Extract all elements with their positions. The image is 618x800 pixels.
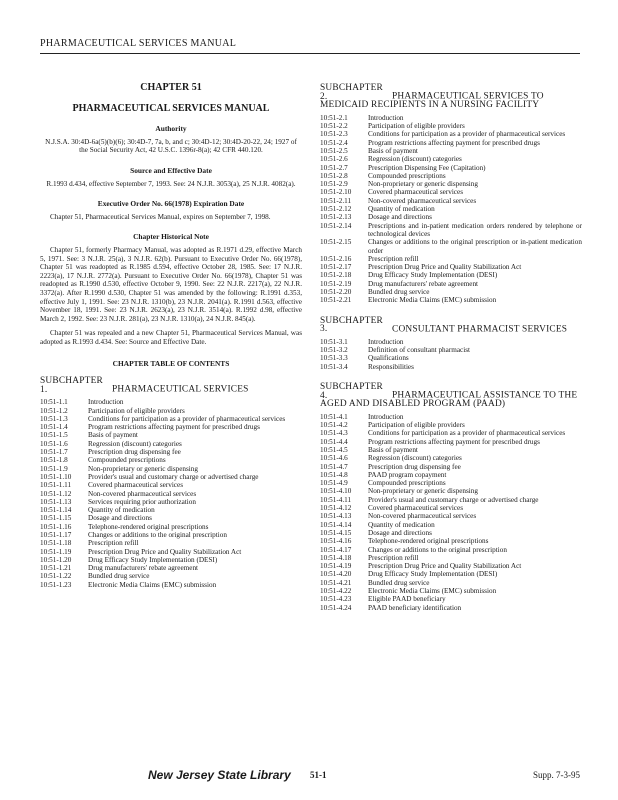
section-number: 10:51-1.12 bbox=[40, 489, 72, 498]
section-title: Prescription refill bbox=[88, 539, 139, 548]
toc-row bbox=[320, 454, 582, 462]
section-number: 10:51-2.10 bbox=[320, 188, 352, 197]
section-number: 10:51-2.3 bbox=[320, 130, 348, 139]
authority-heading: Authority bbox=[155, 124, 187, 134]
toc-row bbox=[320, 363, 582, 371]
toc-row bbox=[320, 164, 582, 172]
historical-note-paragraph: Chapter 51 was repealed and a new Chapter 51, Pharmaceutical Services Manual, was adopted as R.1993 d.434. See: Source and Effective Date. bbox=[40, 329, 302, 346]
toc-row bbox=[320, 238, 582, 255]
section-number: 10:51-2.14 bbox=[320, 221, 352, 230]
section-title: Participation of eligible providers bbox=[368, 421, 465, 430]
section-title: Provider's usual and customary charge or advertised charge bbox=[368, 495, 539, 504]
section-number: 10:51-2.2 bbox=[320, 122, 348, 131]
toc-row bbox=[320, 579, 582, 587]
section-title: Program restrictions affecting payment for prescribed drugs bbox=[88, 423, 260, 432]
section-number: 10:51-1.8 bbox=[40, 456, 68, 465]
section-title: Covered pharmaceutical services bbox=[368, 504, 463, 513]
executive-order-text: Chapter 51, Pharmaceutical Services Manual, expires on September 7, 1998. bbox=[50, 212, 271, 221]
toc-table bbox=[320, 413, 582, 612]
toc-row bbox=[320, 512, 582, 520]
section-number: 10:51-1.7 bbox=[40, 448, 68, 457]
subchapter-heading bbox=[320, 317, 582, 334]
section-title: Definition of consultant pharmacist bbox=[368, 346, 470, 355]
section-title: Conditions for participation as a provider of pharmaceutical services bbox=[88, 414, 286, 423]
section-title: Regression (discount) categories bbox=[88, 439, 182, 448]
section-number: 10:51-4.4 bbox=[320, 437, 348, 446]
section-number: 10:51-2.8 bbox=[320, 171, 348, 180]
page-number: 51-1 bbox=[310, 770, 327, 780]
section-number: 10:51-2.19 bbox=[320, 279, 352, 288]
toc-row bbox=[40, 407, 302, 415]
toc-row bbox=[320, 446, 582, 454]
running-header: PHARMACEUTICAL SERVICES MANUAL bbox=[40, 38, 237, 49]
toc-row bbox=[320, 463, 582, 471]
section-title: Qualifications bbox=[368, 354, 409, 363]
section-title: Drug manufacturers' rebate agreement bbox=[88, 564, 199, 573]
section-title: PAAD program copayment bbox=[368, 470, 447, 479]
section-title: Non-covered pharmaceutical services bbox=[88, 489, 197, 498]
subchapter-heading bbox=[40, 377, 302, 394]
section-title: Covered pharmaceutical services bbox=[368, 188, 463, 197]
toc-row bbox=[320, 263, 582, 271]
executive-order-heading: Executive Order No. 66(1978) Expiration Date bbox=[97, 199, 245, 209]
section-title: Basis of payment bbox=[368, 146, 418, 155]
source-heading: Source and Effective Date bbox=[130, 165, 212, 175]
toc-row bbox=[320, 354, 582, 362]
toc-row bbox=[40, 506, 302, 514]
section-title: Basis of payment bbox=[88, 431, 138, 440]
section-number: 10:51-4.20 bbox=[320, 570, 352, 579]
section-title: Dosage and directions bbox=[88, 514, 152, 523]
section-number: 10:51-2.17 bbox=[320, 263, 352, 272]
section-number: 10:51-1.10 bbox=[40, 472, 72, 481]
section-title: Covered pharmaceutical services bbox=[88, 481, 183, 490]
section-number: 10:51-2.5 bbox=[320, 146, 348, 155]
section-number: 10:51-1.19 bbox=[40, 547, 72, 556]
section-number: 10:51-4.11 bbox=[320, 495, 352, 504]
section-number: 10:51-4.5 bbox=[320, 445, 348, 454]
toc-row bbox=[320, 487, 582, 495]
toc-row bbox=[320, 537, 582, 545]
section-title: Bundled drug service bbox=[88, 572, 150, 581]
section-title: Prescriptions and in-patient medication orders rendered by telephone or technological devices bbox=[368, 221, 582, 238]
section-number: 10:51-1.6 bbox=[40, 439, 68, 448]
toc-row bbox=[320, 546, 582, 554]
library-stamp: New Jersey State Library bbox=[148, 768, 291, 782]
toc-row bbox=[320, 205, 582, 213]
section-number: 10:51-2.18 bbox=[320, 271, 352, 280]
section-number: 10:51-1.5 bbox=[40, 431, 68, 440]
section-number: 10:51-1.4 bbox=[40, 423, 68, 432]
section-title: Compounded prescriptions bbox=[368, 479, 446, 488]
toc-row bbox=[320, 271, 582, 279]
section-title: Prescription Drug Price and Quality Stabilization Act bbox=[368, 562, 522, 571]
section-title: Responsibilities bbox=[368, 362, 414, 371]
section-number: 10:51-4.7 bbox=[320, 462, 348, 471]
section-number: 10:51-1.17 bbox=[40, 531, 72, 539]
section-title: Participation of eligible providers bbox=[88, 406, 185, 415]
section-number: 10:51-1.20 bbox=[40, 555, 72, 564]
toc-row bbox=[320, 595, 582, 603]
toc-row bbox=[320, 222, 582, 239]
section-number: 10:51-4.18 bbox=[320, 553, 352, 562]
section-number: 10:51-2.13 bbox=[320, 213, 352, 222]
section-number: 10:51-1.14 bbox=[40, 506, 72, 515]
section-title: Quantity of medication bbox=[368, 205, 435, 214]
section-number: 10:51-4.10 bbox=[320, 487, 352, 496]
toc-row bbox=[40, 523, 302, 531]
toc-row bbox=[320, 504, 582, 512]
section-title: Electronic Media Claims (EMC) submission bbox=[368, 296, 497, 305]
section-title: Compounded prescriptions bbox=[88, 456, 166, 465]
section-title: Prescription drug dispensing fee bbox=[88, 448, 181, 457]
section-number: 10:51-3.4 bbox=[320, 362, 348, 371]
section-title: Bundled drug service bbox=[368, 288, 430, 297]
toc-table bbox=[40, 398, 302, 589]
historical-note-paragraph: Chapter 51, formerly Pharmacy Manual, was adopted as R.1971 d.29, effective March 5, 1971. See: 3 N.J.R. 25(a), 3 N.J.R. 62(b). Pursuant to Executive Order No. 66(1978), Chapter 51 was readopted as R.1985 d.594, effective October 28, 1985. See: 17 N.J.R. 2223(a), 17 N.J.R. 2772(a). Pursuant to Executive Order No. 66(1978), Chapter 51 was readopted as R.1990 d.530, effective October 9, 1990. See: 22 N.J.R. 2217(a), 22 N.J.R. 3372(a). After R.1990 d.530, Chapter 51 was amended by the following: R.1991 d.353, effective July 1, 1991. See: 23 N.J.R. 1310(b), 23 N.J.R. 2041(a). R.1991 d.563, effective November 18, 1991. See: 23 N.J.R. 2623(a), 23 N.J.R. 3514(a). R.1992 d.98, effective March 2, 1992. See: 23 N.J.R. 281(a), 23 N.J.R. 1310(a), 24 N.J.R. 845(a). bbox=[40, 245, 302, 323]
section-number: 10:51-1.1 bbox=[40, 398, 68, 407]
toc-row bbox=[40, 465, 302, 473]
section-title: Electronic Media Claims (EMC) submission bbox=[88, 580, 217, 589]
section-number: 10:51-1.2 bbox=[40, 406, 68, 415]
section-title: Regression (discount) categories bbox=[368, 155, 462, 164]
subchapter-title: PHARMACEUTICAL SERVICES TO MEDICAID RECIPIENTS IN A NURSING FACILITY bbox=[320, 91, 544, 111]
section-number: 10:51-3.1 bbox=[320, 337, 348, 346]
section-number: 10:51-4.15 bbox=[320, 528, 352, 537]
section-number: 10:51-1.16 bbox=[40, 522, 72, 531]
toc-row bbox=[320, 562, 582, 570]
section-number: 10:51-1.22 bbox=[40, 572, 72, 581]
toc-row bbox=[320, 188, 582, 196]
toc-row bbox=[320, 172, 582, 180]
section-number: 10:51-1.23 bbox=[40, 580, 72, 589]
section-title: Electronic Media Claims (EMC) submission bbox=[368, 587, 497, 595]
toc-row bbox=[320, 529, 582, 537]
section-title: Drug Efficacy Study Implementation (DESI) bbox=[88, 555, 218, 564]
toc-row bbox=[40, 473, 302, 481]
section-number: 10:51-4.3 bbox=[320, 429, 348, 438]
section-number: 10:51-4.8 bbox=[320, 470, 348, 479]
subchapter-title: PHARMACEUTICAL ASSISTANCE TO THE AGED AND DISABLED PROGRAM (PAAD) bbox=[320, 390, 578, 410]
supplement-date: Supp. 7-3-95 bbox=[533, 770, 580, 780]
section-title: Introduction bbox=[368, 113, 404, 122]
toc-row bbox=[320, 213, 582, 221]
section-number: 10:51-3.3 bbox=[320, 354, 348, 363]
toc-row bbox=[40, 448, 302, 456]
toc-row bbox=[320, 197, 582, 205]
section-title: Prescription refill bbox=[368, 254, 419, 263]
toc-row bbox=[40, 564, 302, 572]
section-number: 10:51-2.16 bbox=[320, 254, 352, 263]
subchapter-number: SUBCHAPTER 2. bbox=[320, 83, 383, 102]
toc-row bbox=[320, 604, 582, 612]
header-rule bbox=[40, 53, 580, 54]
toc-row bbox=[320, 554, 582, 562]
toc-row bbox=[320, 296, 582, 304]
toc-row bbox=[320, 338, 582, 346]
section-number: 10:51-2.1 bbox=[320, 113, 348, 122]
toc-row bbox=[40, 423, 302, 431]
section-title: Dosage and directions bbox=[368, 528, 432, 537]
section-title: Introduction bbox=[88, 398, 124, 407]
toc-row bbox=[40, 490, 302, 498]
toc-row bbox=[40, 531, 302, 539]
section-title: Conditions for participation as a provider of pharmaceutical services bbox=[368, 429, 566, 438]
section-number: 10:51-4.23 bbox=[320, 595, 352, 604]
section-title: Drug manufacturers' rebate agreement bbox=[368, 279, 479, 288]
toc-row bbox=[320, 421, 582, 429]
authority-text: N.J.S.A. 30:4D-6a(5)(b)(6); 30:4D-7, 7a, b, and c; 30:4D-12; 30:4D-20-22, 24; 1927 of the Social Security Act, 42 U.S.C. 1396r-8(a); 42 CFR 440.120. bbox=[45, 137, 297, 155]
section-title: Program restrictions affecting payment for prescribed drugs bbox=[368, 138, 540, 147]
toc-row bbox=[40, 456, 302, 464]
section-title: Prescription Drug Price and Quality Stabilization Act bbox=[368, 263, 522, 272]
toc-row bbox=[40, 415, 302, 423]
section-title: Bundled drug service bbox=[368, 578, 430, 587]
section-number: 10:51-4.19 bbox=[320, 562, 352, 571]
toc-row bbox=[320, 429, 582, 437]
section-number: 10:51-4.13 bbox=[320, 512, 352, 521]
chapter-title: PHARMACEUTICAL SERVICES MANUAL bbox=[72, 102, 270, 114]
section-number: 10:51-3.2 bbox=[320, 346, 348, 355]
toc-row bbox=[320, 280, 582, 288]
subchapter-number: SUBCHAPTER 1. bbox=[40, 376, 103, 395]
toc-row bbox=[40, 572, 302, 580]
toc-row bbox=[320, 155, 582, 163]
section-title: Provider's usual and customary charge or advertised charge bbox=[88, 472, 259, 481]
section-title: Conditions for participation as a provider of pharmaceutical services bbox=[368, 130, 566, 139]
section-number: 10:51-2.7 bbox=[320, 163, 348, 172]
toc-row bbox=[320, 147, 582, 155]
section-number: 10:51-4.22 bbox=[320, 587, 352, 595]
section-number: 10:51-2.11 bbox=[320, 196, 352, 205]
section-title: Changes or additions to the original prescription bbox=[88, 531, 227, 539]
right-column bbox=[320, 84, 582, 612]
toc-row bbox=[40, 514, 302, 522]
subchapter-number: SUBCHAPTER 3. bbox=[320, 315, 383, 335]
section-title: Drug Efficacy Study Implementation (DESI) bbox=[368, 570, 498, 579]
section-number: 10:51-1.18 bbox=[40, 539, 72, 548]
toc-row bbox=[320, 413, 582, 421]
section-title: Basis of payment bbox=[368, 445, 418, 454]
section-number: 10:51-4.14 bbox=[320, 520, 352, 529]
section-number: 10:51-2.6 bbox=[320, 155, 348, 164]
section-number: 10:51-2.21 bbox=[320, 296, 352, 305]
toc-row bbox=[40, 548, 302, 556]
subchapter-title: PHARMACEUTICAL SERVICES bbox=[112, 384, 249, 395]
section-title: Changes or additions to the original prescription bbox=[368, 545, 507, 554]
toc-row bbox=[320, 288, 582, 296]
subchapter-title: CONSULTANT PHARMACIST SERVICES bbox=[392, 324, 568, 335]
toc-row bbox=[320, 139, 582, 147]
section-number: 10:51-2.9 bbox=[320, 180, 348, 189]
section-title: Prescription Drug Price and Quality Stabilization Act bbox=[88, 547, 242, 556]
section-title: Non-proprietary or generic dispensing bbox=[368, 180, 478, 189]
section-title: Non-covered pharmaceutical services bbox=[368, 512, 477, 521]
toc-row bbox=[320, 471, 582, 479]
toc-row bbox=[320, 570, 582, 578]
section-title: Non-covered pharmaceutical services bbox=[368, 196, 477, 205]
toc-row bbox=[320, 479, 582, 487]
subchapter-heading bbox=[320, 383, 582, 409]
toc-row bbox=[40, 481, 302, 489]
section-title: Drug Efficacy Study Implementation (DESI) bbox=[368, 271, 498, 280]
source-text: R.1993 d.434, effective September 7, 1993. See: 24 N.J.R. 3053(a), 25 N.J.R. 4082(a). bbox=[46, 179, 296, 188]
toc-row bbox=[40, 581, 302, 589]
subchapter-number: SUBCHAPTER 4. bbox=[320, 381, 383, 401]
chapter-number: CHAPTER 51 bbox=[140, 82, 202, 93]
toc-row bbox=[320, 496, 582, 504]
section-number: 10:51-4.2 bbox=[320, 421, 348, 430]
section-number: 10:51-1.9 bbox=[40, 464, 68, 473]
section-title: Eligible PAAD beneficiary bbox=[368, 595, 446, 604]
toc-table bbox=[320, 338, 582, 371]
toc-row bbox=[320, 587, 582, 595]
section-number: 10:51-2.15 bbox=[320, 238, 352, 247]
section-title: Changes or additions to the original prescription or in-patient medication order bbox=[368, 238, 582, 255]
section-number: 10:51-1.15 bbox=[40, 514, 72, 523]
toc-row bbox=[40, 431, 302, 439]
section-number: 10:51-4.1 bbox=[320, 412, 348, 421]
section-title: Introduction bbox=[368, 412, 404, 421]
section-title: Non-proprietary or generic dispensing bbox=[368, 487, 478, 496]
historical-note-heading: Chapter Historical Note bbox=[133, 232, 209, 242]
toc-row bbox=[320, 346, 582, 354]
toc-row bbox=[320, 438, 582, 446]
section-title: Quantity of medication bbox=[88, 506, 155, 515]
left-column bbox=[40, 84, 302, 589]
section-number: 10:51-1.11 bbox=[40, 481, 72, 490]
section-title: Services requiring prior authorization bbox=[88, 497, 196, 506]
section-title: Introduction bbox=[368, 337, 404, 346]
section-title: Prescription Dispensing Fee (Capitation) bbox=[368, 163, 486, 172]
section-title: Prescription drug dispensing fee bbox=[368, 462, 461, 471]
section-title: Prescription refill bbox=[368, 553, 419, 562]
toc-row bbox=[320, 180, 582, 188]
toc-row bbox=[320, 122, 582, 130]
toc-row bbox=[320, 255, 582, 263]
toc-row bbox=[40, 498, 302, 506]
section-number: 10:51-1.21 bbox=[40, 564, 72, 573]
section-title: Non-proprietary or generic dispensing bbox=[88, 464, 198, 473]
section-number: 10:51-2.12 bbox=[320, 205, 352, 214]
toc-heading: CHAPTER TABLE OF CONTENTS bbox=[112, 359, 230, 369]
toc-row bbox=[40, 539, 302, 547]
section-number: 10:51-4.16 bbox=[320, 537, 352, 546]
toc-row bbox=[320, 114, 582, 122]
toc-row bbox=[40, 440, 302, 448]
section-title: Telephone-rendered original prescriptions bbox=[368, 537, 489, 546]
section-number: 10:51-2.4 bbox=[320, 138, 348, 147]
section-title: Program restrictions affecting payment for prescribed drugs bbox=[368, 437, 540, 446]
section-number: 10:51-1.13 bbox=[40, 497, 72, 506]
section-number: 10:51-4.21 bbox=[320, 578, 352, 587]
section-number: 10:51-4.24 bbox=[320, 603, 352, 612]
section-title: Participation of eligible providers bbox=[368, 122, 465, 131]
toc-row bbox=[40, 556, 302, 564]
toc-table bbox=[320, 114, 582, 305]
toc-row bbox=[40, 398, 302, 406]
subchapter-heading bbox=[320, 84, 582, 110]
section-title: Dosage and directions bbox=[368, 213, 432, 222]
section-number: 10:51-4.9 bbox=[320, 479, 348, 488]
section-number: 10:51-4.17 bbox=[320, 545, 352, 554]
section-number: 10:51-2.20 bbox=[320, 288, 352, 297]
section-number: 10:51-4.12 bbox=[320, 504, 352, 513]
toc-row bbox=[320, 521, 582, 529]
section-number: 10:51-1.3 bbox=[40, 414, 68, 423]
toc-row bbox=[320, 130, 582, 138]
section-title: Telephone-rendered original prescriptions bbox=[88, 522, 209, 531]
section-number: 10:51-4.6 bbox=[320, 454, 348, 463]
section-title: Quantity of medication bbox=[368, 520, 435, 529]
section-title: Regression (discount) categories bbox=[368, 454, 462, 463]
section-title: Compounded prescriptions bbox=[368, 171, 446, 180]
section-title: PAAD beneficiary identification bbox=[368, 603, 462, 612]
